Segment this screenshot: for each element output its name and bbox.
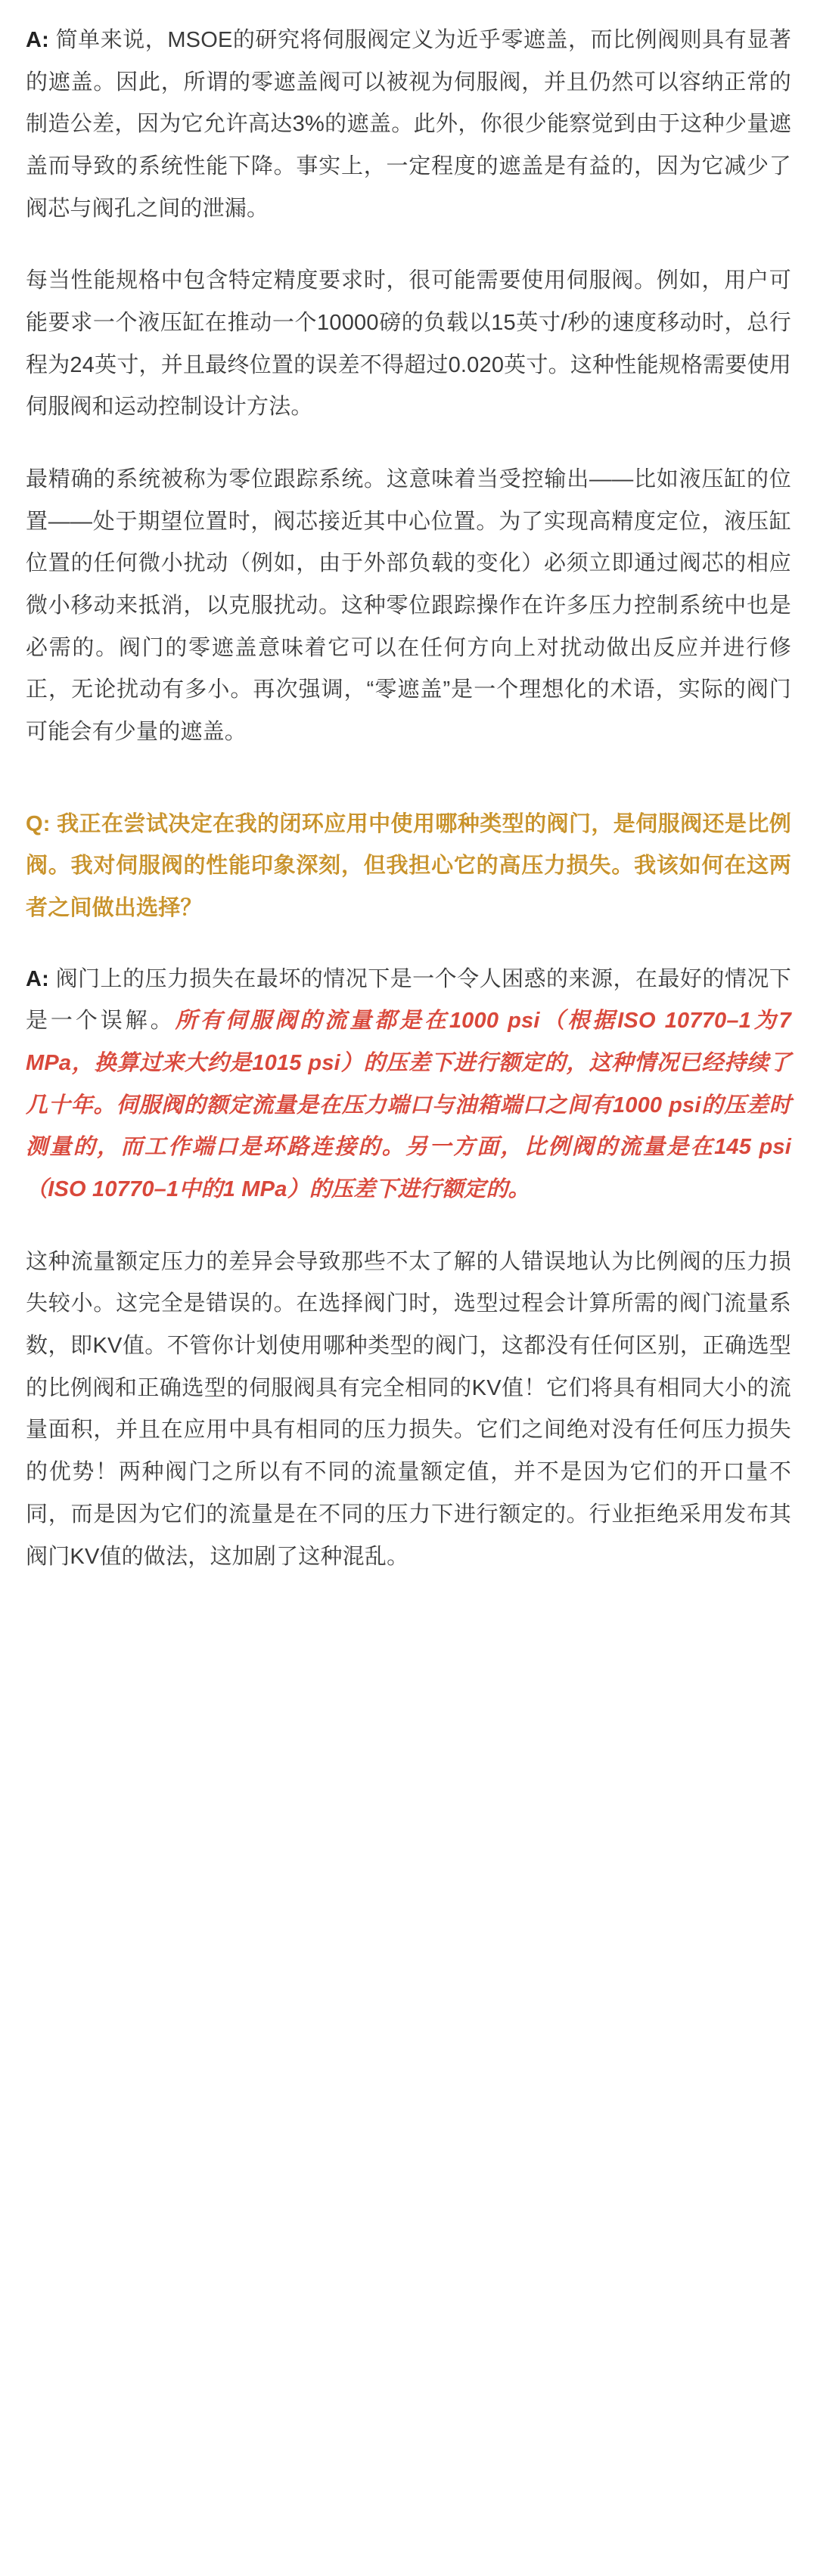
answer-label-1: A: [26, 28, 50, 52]
question-1-text: 我正在尝试决定在我的闭环应用中使用哪种类型的阀门，是伺服阀还是比例阀。我对伺服阀的性能印象深刻，但我担心它的高压力损失。我该如何在这两者之间做出选择？ [26, 811, 791, 921]
answer-1-paragraph-3: 最精确的系统被称为零位跟踪系统。这意味着当受控输出——比如液压缸的位置——处于期望位置时，阀芯接近其中心位置。为了实现高精度定位，液压缸位置的任何微小扰动（例如，由于外部负载的变化）必须立即通过阀芯的相应微小移动来抵消，以克服扰动。这种零位跟踪操作在许多压力控制系统中也是必需的。阀门的零遮盖意味着它可以在任何方向上对扰动做出反应并进行修正，无论扰动有多小。再次强调，“零遮盖”是一个理想化的术语，实际的阀门可能会有少量的遮盖。 [26, 467, 791, 745]
answer-1-paragraph-1 [26, 20, 791, 230]
answer-1-paragraph-1-text: 简单来说，MSOE的研究将伺服阀定义为近乎零遮盖，而比例阀则具有显著的遮盖。因此，所谓的零遮盖阀可以被视为伺服阀，并且仍然可以容纳正常的制造公差，因为它允许高达3%的遮盖。此外，你很少能察觉到由于这种少量遮盖而导致的系统性能下降。事实上，一定程度的遮盖是有益的，因为它减少了阀芯与阀孔之间的泄漏。 [26, 28, 792, 221]
question-1-paragraph [26, 804, 791, 930]
answer-1-paragraph-2: 每当性能规格中包含特定精度要求时，很可能需要使用伺服阀。例如，用户可能要求一个液压缸在推动一个10000磅的负载以15英寸/秒的速度移动时，总行程为24英寸，并且最终位置的误差不得超过0.020英寸。这种性能规格需要使用伺服阀和运动控制设计方法。 [26, 268, 791, 420]
answer-2-paragraph-1 [26, 959, 791, 1211]
answer-block-2 [26, 959, 791, 1578]
answer-block-1 [26, 20, 791, 754]
answer-2-paragraph-2: 这种流量额定压力的差异会导致那些不太了解的人错误地认为比例阀的压力损失较小。这完全是错误的。在选择阀门时，选型过程会计算所需的阀门流量系数，即KV值。不管你计划使用哪种类型的阀门，这都没有任何区别，正确选型的比例阀和正确选型的伺服阀具有完全相同的KV值！它们将具有相同大小的流量面积，并且在应用中具有相同的压力损失。它们之间绝对没有任何压力损失的优势！两种阀门之所以有不同的流量额定值，并不是因为它们的开口量不同，而是因为它们的流量是在不同的压力下进行额定的。行业拒绝采用发布其阀门KV值的做法，这加剧了这种混乱。 [26, 1249, 791, 1569]
answer-2-lead-text: 阀门上的压力损失在最坏的情况下是一个令人困惑的来源，在最好的情况下是一个误解。 [26, 966, 791, 1034]
answer-label-2: A: [26, 966, 50, 991]
section-spacer [26, 784, 791, 804]
question-label-1: Q: [26, 811, 51, 836]
question-block-1 [26, 804, 791, 930]
answer-2-highlight-text: 所有伺服阀的流量都是在1000 psi（根据ISO 10770–1为7 MPa，换算过来大约是1015 psi）的压差下进行额定的，这种情况已经持续了几十年。伺服阀的额定流量是在压力端口与油箱端口之间有1000 psi的压差时测量的，而工作端口是环路连接的。另一方面，比例阀的流量是在145 psi（ISO 10770–1中的1 MPa）的压差下进行额定的。 [26, 1009, 792, 1202]
